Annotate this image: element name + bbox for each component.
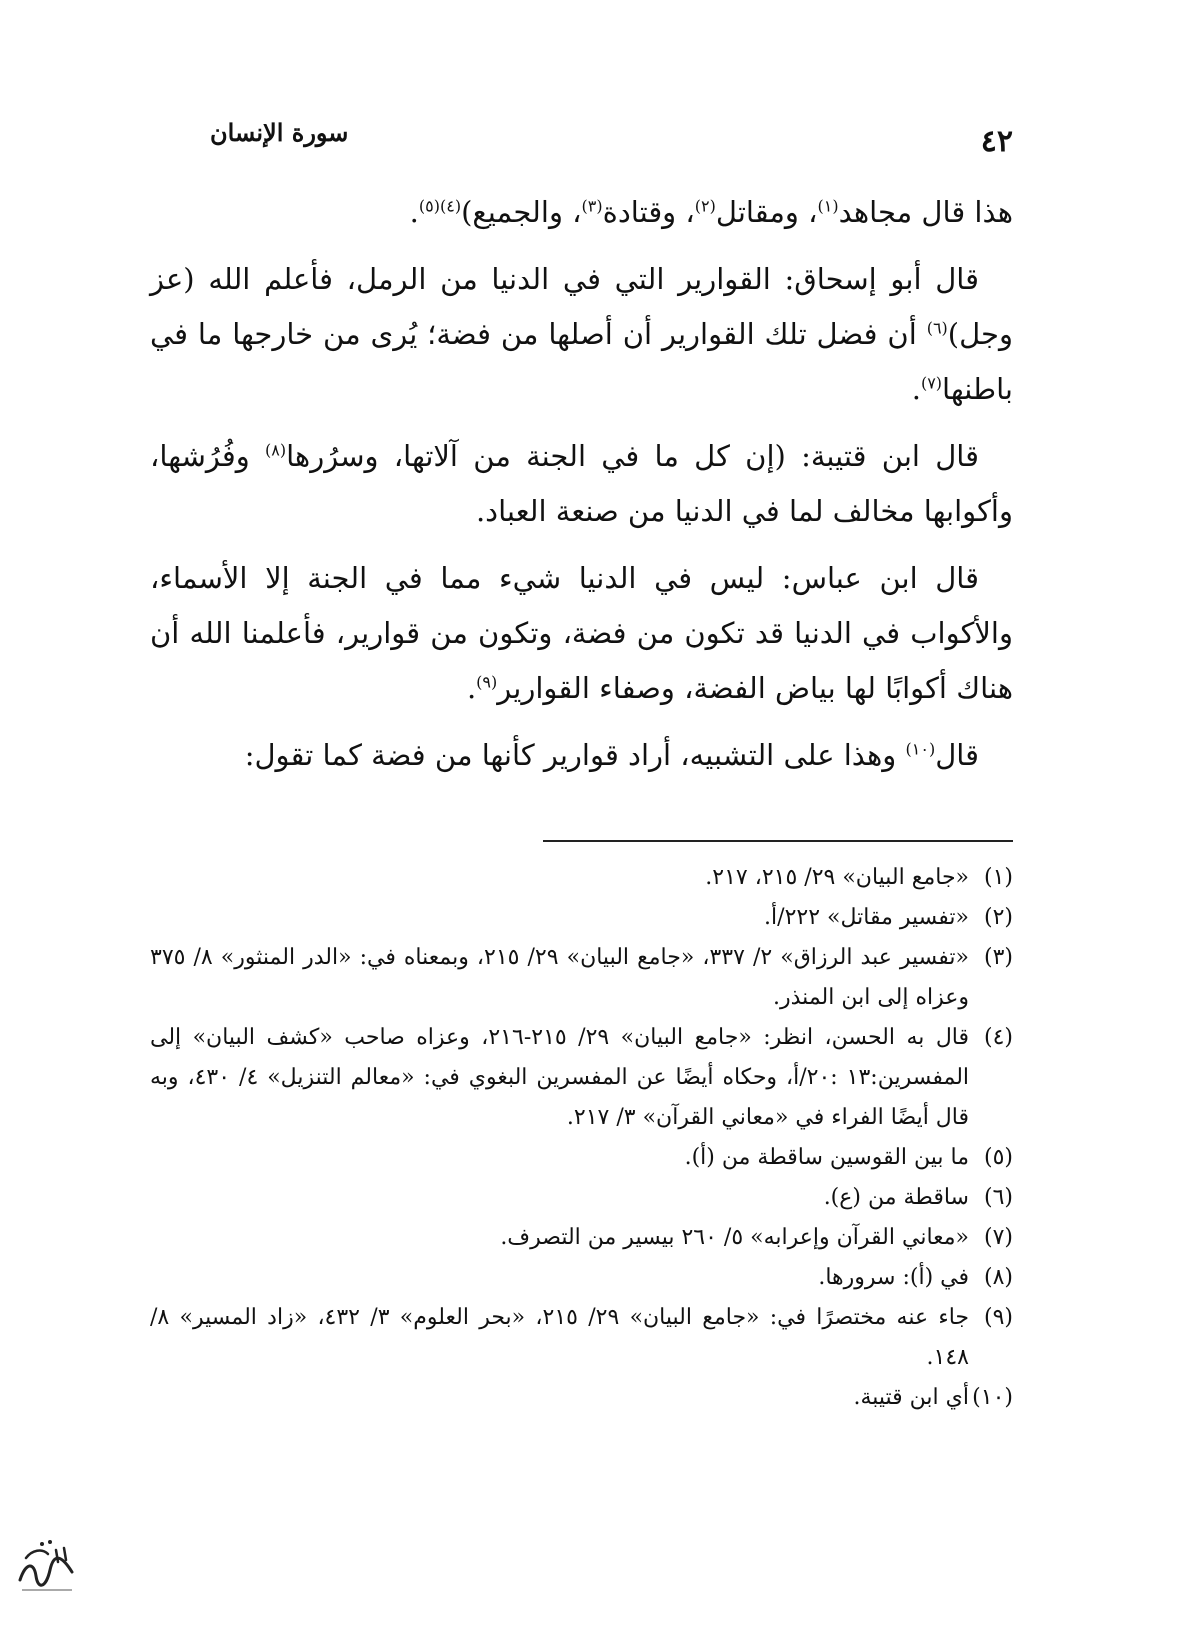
paragraph: [150, 728, 1013, 783]
text-segment: هذا قال مجاهد: [838, 195, 1013, 229]
footnote-reference: (٤)(٥): [418, 196, 462, 216]
text-segment: ، والجميع): [461, 195, 582, 229]
footnote-text: «معاني القرآن وإعرابه» ٥/ ٢٦٠ بيسير من التصرف.: [500, 1225, 969, 1250]
footnote-text: ما بين القوسين ساقطة من (أ).: [684, 1145, 969, 1170]
text-segment: قال: [935, 738, 979, 772]
surah-title: سورة الإنسان: [210, 118, 349, 147]
publisher-logo: [12, 1532, 82, 1602]
footnote-text: ساقطة من (ع).: [823, 1185, 969, 1210]
footnote-text: جاء عنه مختصرًا في: «جامع البيان» ٢٩/ ٢١٥، «بحر العلوم» ٣/ ٤٣٢، «زاد المسير» ٨/ ١٤٨.: [150, 1305, 969, 1370]
footnote-reference: (٧): [920, 373, 943, 393]
footnote-number: (٤): [983, 1025, 1013, 1050]
footnote-number: (٨): [983, 1265, 1013, 1290]
footnote-reference: (٨): [264, 440, 287, 460]
text-segment: ، وقتادة: [602, 195, 695, 229]
footnote-number: (٣): [983, 945, 1013, 970]
footnote-number: (٩): [983, 1305, 1013, 1330]
text-segment: .: [466, 671, 477, 705]
footnote-text: «تفسير عبد الرزاق» ٢/ ٣٣٧، «جامع البيان» ٢٩/ ٢١٥، وبمعناه في: «الدر المنثور» ٨/ ٣٧٥ وعزاه إلى ابن المنذر.: [150, 945, 970, 1010]
footnote-number: (٦): [983, 1185, 1013, 1210]
footnote-number: (٥): [983, 1145, 1013, 1170]
footnote-divider: [543, 840, 1013, 842]
text-segment: قال ابن قتيبة: (إن كل ما في الجنة من آلاتها، وسرُرها: [286, 439, 979, 473]
text-segment: .: [911, 372, 921, 406]
text-segment: ، ومقاتل: [715, 195, 818, 229]
footnote-text: قال به الحسن، انظر: «جامع البيان» ٢٩/ ٢١٥-٢١٦، وعزاه صاحب «كشف البيان» إلى المفسرين:١٣ :٢٠/أ، وحكاه أيضًا عن المفسرين البغوي في: «معالم التنزيل» ٤/ ٤٣٠، وبه قال أيضًا الفراء في «معاني القرآن» ٣/ ٢١٧.: [150, 1025, 970, 1130]
footnote-number: (٢): [983, 905, 1013, 930]
footnote-reference: (٢): [694, 196, 716, 216]
footnote-item: [150, 1378, 1013, 1418]
footnote-item: [150, 1178, 1013, 1218]
paragraph: [150, 551, 1013, 716]
paragraph: [150, 185, 1013, 240]
footnote-item: [150, 1258, 1013, 1298]
text-segment: .: [409, 195, 419, 229]
footnote-item: [150, 898, 1013, 938]
footnote-number: (١): [983, 865, 1013, 890]
footnote-item: [150, 1018, 1013, 1138]
footnote-number: (٧): [983, 1225, 1013, 1250]
footnote-number: (١٠): [972, 1385, 1013, 1410]
text-segment: أن فضل تلك القوارير أن أصلها من فضة؛ يُرى من خارجها ما في باطنها: [150, 317, 1013, 406]
paragraph: [150, 252, 1013, 417]
footnote-reference: (٦): [926, 318, 948, 338]
footnote-text: أي ابن قتيبة.: [853, 1385, 969, 1410]
paragraph: [150, 429, 1013, 539]
footnote-text: في (أ): سرورها.: [818, 1265, 969, 1290]
text-segment: وفُرُشها، وأكوابها مخالف لما في الدنيا من صنعة العباد.: [150, 439, 1013, 528]
footnote-text: «تفسير مقاتل» ٢٢٢/أ.: [764, 905, 969, 930]
footnote-reference: (٩): [476, 672, 498, 692]
footnote-item: [150, 1298, 1013, 1378]
footnote-reference: (٣): [581, 196, 603, 216]
footnotes-section: [150, 858, 1013, 1418]
footnote-text: «جامع البيان» ٢٩/ ٢١٥، ٢١٧.: [705, 865, 969, 890]
page-header: [150, 118, 1013, 168]
text-segment: وهذا على التشبيه، أراد قوارير كأنها من فضة كما تقول:: [244, 738, 906, 772]
footnote-item: [150, 858, 1013, 898]
text-segment: قال أبو إسحاق: القوارير التي في الدنيا من الرمل، فأعلم الله (عز وجل): [150, 262, 1013, 351]
footnote-reference: (١٠): [905, 739, 936, 759]
page-number: ٤٢: [980, 124, 1013, 159]
footnote-item: [150, 938, 1013, 1018]
footnote-item: [150, 1218, 1013, 1258]
footnote-item: [150, 1138, 1013, 1178]
main-text: [150, 185, 1013, 795]
footnote-reference: (١): [817, 196, 839, 216]
text-segment: قال ابن عباس: ليس في الدنيا شيء مما في الجنة إلا الأسماء، والأكواب في الدنيا قد تكون من فضة، وتكون من قوارير، فأعلمنا الله أن هناك أكوابًا لها بياض الفضة، وصفاء القوارير: [150, 561, 1013, 705]
